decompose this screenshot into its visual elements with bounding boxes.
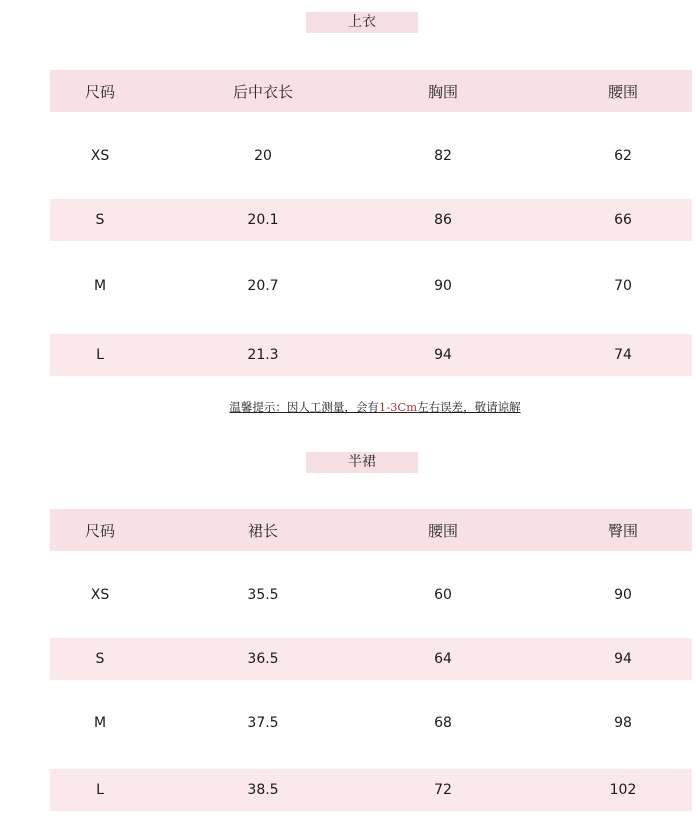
table-row [50,574,692,616]
value-cell: 94 [434,347,452,363]
table-row [50,265,692,307]
size-cell: S [95,212,105,228]
header-waist: 腰围 [607,82,638,101]
header-size: 尺码 [84,521,115,540]
skirt-header-row [50,509,692,551]
value-cell: 36.5 [247,651,279,667]
value-cell: 90 [614,587,632,603]
value-cell: 37.5 [247,715,279,731]
value-cell: 102 [609,782,637,798]
table-row [50,199,692,241]
value-cell: 35.5 [247,587,279,603]
size-cell: L [96,782,104,798]
value-cell: 62 [614,148,632,164]
tops-size-table [50,70,692,376]
size-cell: XS [90,587,110,603]
tops-section-tag: 上衣 [306,12,418,33]
size-cell: XS [90,148,110,164]
value-cell: 82 [434,148,452,164]
table-row [50,638,692,680]
value-cell: 94 [614,651,632,667]
value-cell: 38.5 [247,782,279,798]
measurement-note [0,399,696,415]
value-cell: 64 [434,651,452,667]
table-row [50,334,692,376]
header-bust: 胸围 [427,82,458,101]
value-cell: 74 [614,347,632,363]
header-waist: 腰围 [427,521,458,540]
value-cell: 20.7 [247,278,279,294]
note-text-after: 左右误差，敬请谅解 [417,400,521,414]
size-cell: M [93,278,107,294]
skirt-size-table [50,509,692,811]
table-row [50,702,692,744]
value-cell: 21.3 [247,347,279,363]
header-back-length: 后中衣长 [232,82,293,101]
size-cell: L [96,347,104,363]
skirt-section-tag: 半裙 [306,452,418,473]
note-highlight: 1-3Cm [378,400,418,414]
value-cell: 66 [614,212,632,228]
table-row [50,769,692,811]
header-size: 尺码 [84,82,115,101]
value-cell: 98 [614,715,632,731]
value-cell: 20.1 [247,212,279,228]
value-cell: 60 [434,587,452,603]
tops-header-row [50,70,692,112]
value-cell: 68 [434,715,452,731]
header-hip: 臀围 [607,521,638,540]
value-cell: 70 [614,278,632,294]
table-row [50,135,692,177]
note-text-before: 温馨提示：因人工测量，会有 [229,400,379,414]
size-cell: M [93,715,107,731]
value-cell: 86 [434,212,452,228]
value-cell: 90 [434,278,452,294]
value-cell: 20 [254,148,272,164]
header-skirt-length: 裙长 [247,521,278,540]
size-cell: S [95,651,105,667]
value-cell: 72 [434,782,452,798]
